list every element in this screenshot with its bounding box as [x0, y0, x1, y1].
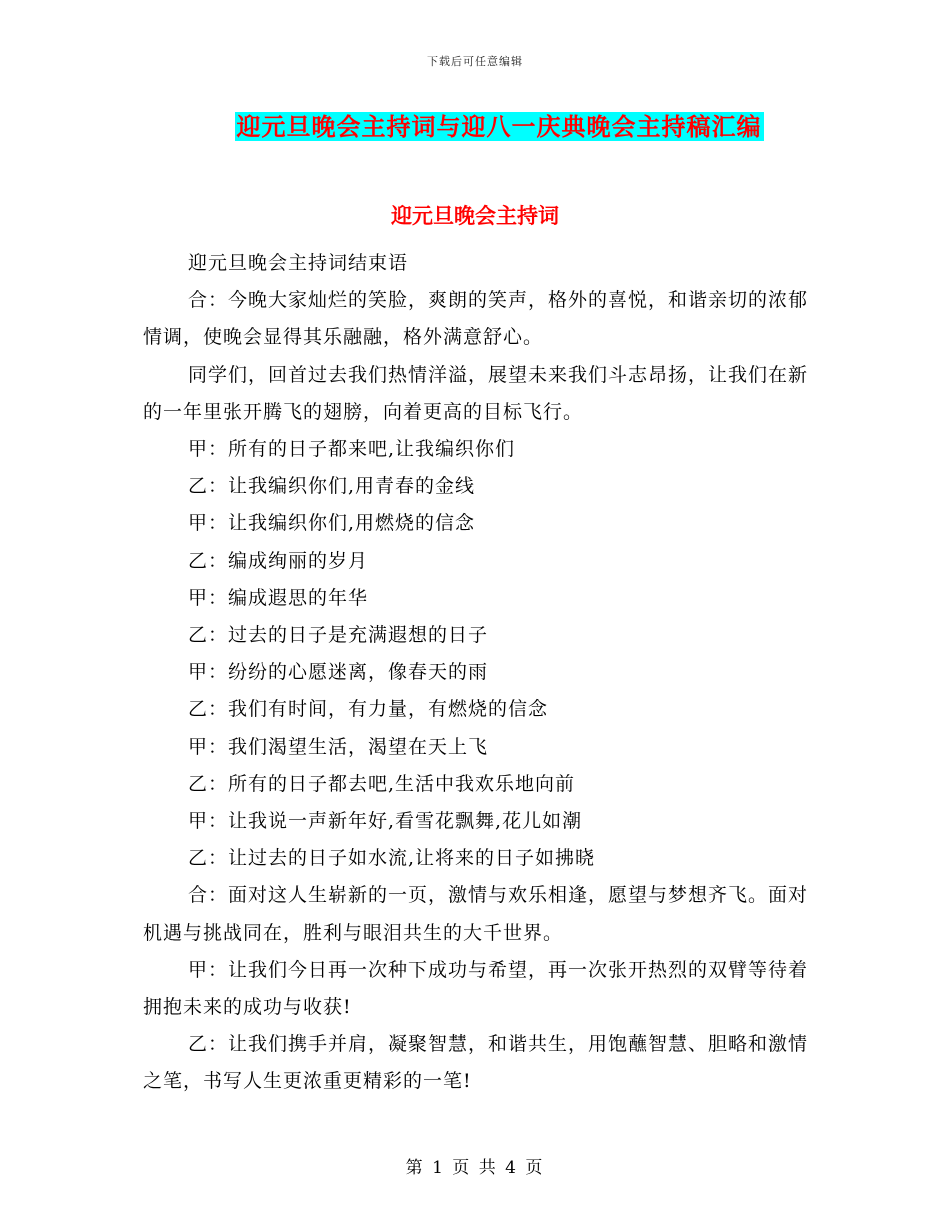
- paragraph: 甲：纷纷的心愿迷离，像春天的雨: [188, 661, 489, 684]
- document-body: [143, 245, 813, 1101]
- paragraph: 甲：所有的日子都来吧,让我编织你们: [188, 438, 516, 461]
- paragraph: 乙：编成绚丽的岁月: [188, 549, 369, 572]
- paragraph: 乙：让我编织你们,用青春的金线: [188, 475, 476, 498]
- paragraph: 甲：我们渴望生活，渴望在天上飞: [188, 735, 489, 758]
- paragraph: 乙：过去的日子是充满遐想的日子: [188, 624, 489, 647]
- document-main-title: [0, 110, 950, 144]
- header-note: 下载后可任意编辑: [427, 55, 523, 68]
- main-title-text: 迎元旦晚会主持词与迎八一庆典晚会主持稿汇编: [236, 112, 762, 141]
- paragraph: 乙：我们有时间，有力量，有燃烧的信念: [188, 698, 549, 721]
- paragraph: 甲：让我们今日再一次种下成功与希望，再一次张开热烈的双臂等待着拥抱未来的成功与收获!: [143, 958, 809, 1019]
- page-number-footer: 第 1 页 共 4 页: [405, 1158, 545, 1178]
- paragraph: 同学们，回首过去我们热情洋溢，展望未来我们斗志昂扬，让我们在新的一年里张开腾飞的翅膀，向着更高的目标飞行。: [143, 363, 809, 423]
- paragraph: 乙：让我们携手并肩，凝聚智慧，和谐共生，用饱蘸智慧、胆略和激情之笔，书写人生更浓重更精彩的一笔!: [143, 1033, 809, 1093]
- paragraph: 乙：让过去的日子如水流,让将来的日子如拂晓: [188, 847, 596, 870]
- paragraph: 甲：编成遐思的年华: [188, 586, 369, 609]
- paragraph: 合：面对这人生崭新的一页，激情与欢乐相逢，愿望与梦想齐飞。面对机遇与挑战同在，胜利与眼泪共生的大千世界。: [143, 884, 809, 944]
- paragraph: 甲：让我说一声新年好,看雪花飘舞,花儿如潮: [188, 810, 583, 833]
- paragraph: 乙：所有的日子都去吧,生活中我欢乐地向前: [188, 772, 576, 795]
- section-title: 迎元旦晚会主持词: [391, 203, 559, 228]
- paragraph: 甲：让我编织你们,用燃烧的信念: [188, 512, 476, 535]
- paragraph: 合：今晚大家灿烂的笑脸，爽朗的笑声，格外的喜悦，和谐亲切的浓郁情调，使晚会显得其乐融融，格外满意舒心。: [143, 289, 809, 349]
- paragraph: 迎元旦晚会主持词结束语: [188, 252, 409, 274]
